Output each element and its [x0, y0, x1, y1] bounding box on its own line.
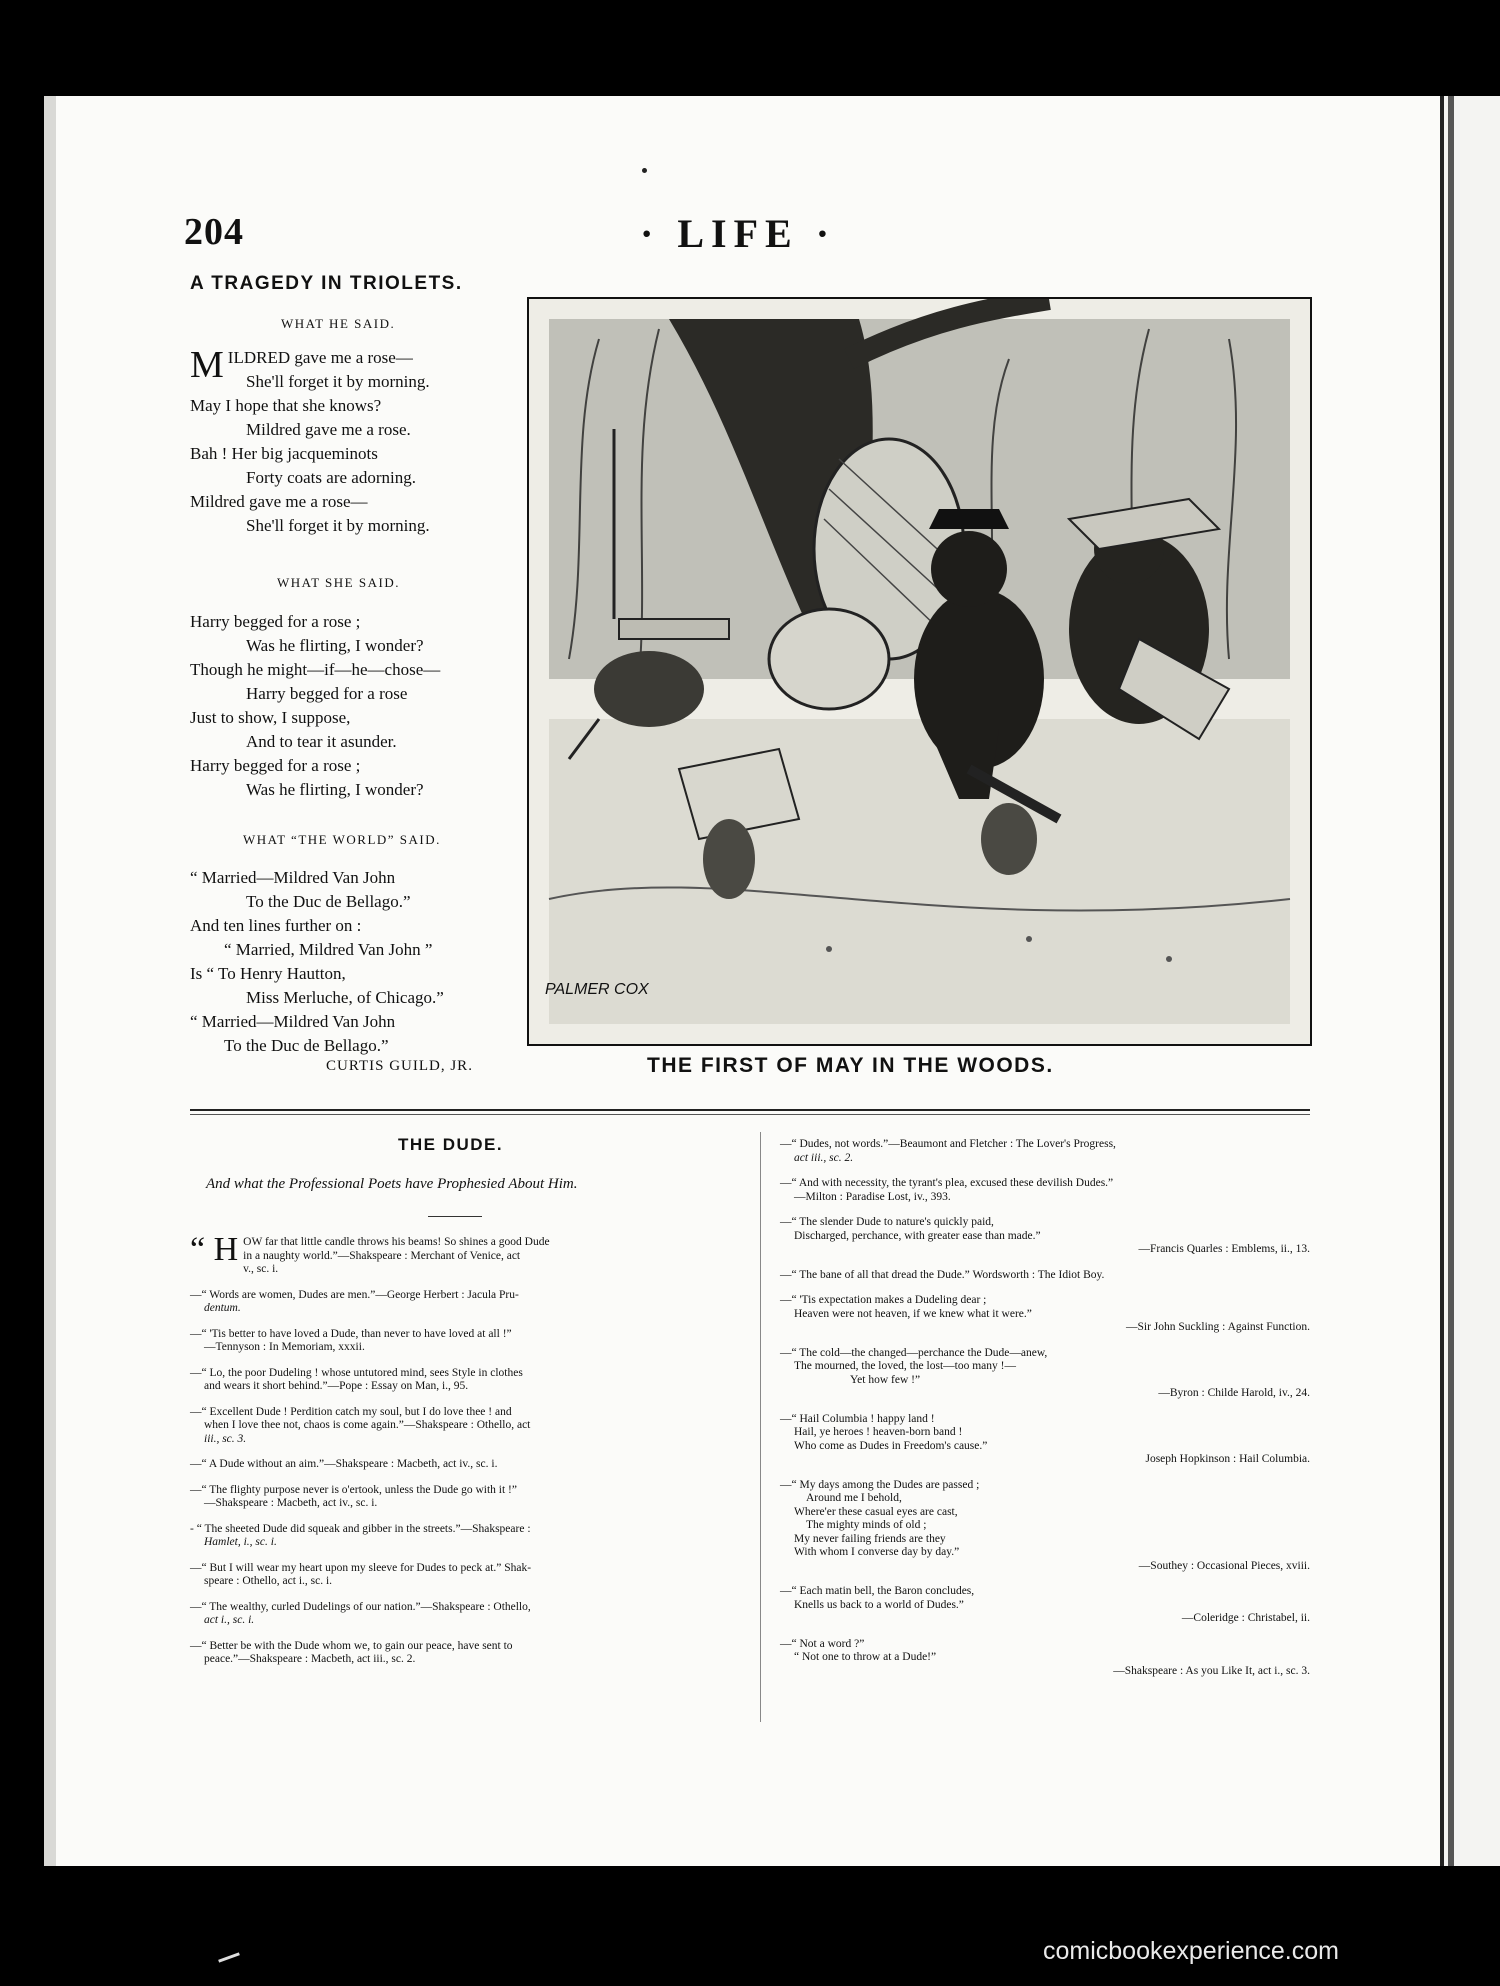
quote-line: My never failing friends are they [794, 1532, 946, 1545]
quote-line: —“ Dudes, not words.”—Beaumont and Fletcher : The Lover's Progress, [780, 1138, 1116, 1150]
author-signature: CURTIS GUILD, JR. [326, 1058, 473, 1074]
quote-line: —Coleridge : Christabel, ii. [1181, 1612, 1310, 1624]
poem-line: Harry begged for a rose ; [190, 756, 361, 775]
quote-line: Yet how few !” [850, 1373, 921, 1386]
quote-line: —“ And with necessity, the tyrant's plea, excused these devilish Dudes.” [780, 1177, 1114, 1189]
masthead-title: · LIFE · [640, 211, 837, 256]
quote-line: —“ The wealthy, curled Dudelings of our nation.”—Shakspeare : Othello, [190, 1600, 531, 1613]
quote [780, 1479, 1310, 1574]
poem-stanza-3 [190, 866, 444, 1058]
quote-line: —“ Better be with the Dude whom we, to gain our peace, have sent to [190, 1639, 513, 1652]
ornament-dot [642, 168, 647, 173]
quote [780, 1294, 1310, 1335]
quote-line: —Byron : Childe Harold, iv., 24. [1158, 1387, 1310, 1399]
poem-line: She'll forget it by morning. [246, 372, 430, 391]
quote-line: —“ Not a word ?” [780, 1637, 865, 1650]
quote-line: and wears it short behind.”—Pope : Essay on Man, i., 95. [204, 1380, 469, 1392]
quote [190, 1458, 736, 1472]
quote [190, 1601, 736, 1628]
quote-line: dentum. [204, 1302, 241, 1314]
quote-line: —“ Each matin bell, the Baron concludes, [780, 1585, 975, 1597]
poem-line: To the Duc de Bellago.” [246, 892, 411, 911]
quote-line: —Shakspeare : As you Like It, act i., sc. 3. [1113, 1664, 1310, 1677]
quote-line: Where'er these casual eyes are cast, [794, 1505, 958, 1518]
quote [190, 1640, 736, 1667]
quote-line: Knells us back to a world of Dudes.” [794, 1598, 964, 1611]
poem-line: ILDRED gave me a rose— [227, 348, 413, 367]
quote-line: act i., sc. i. [204, 1614, 255, 1626]
poem-line: To the Duc de Bellago.” [224, 1036, 389, 1055]
poem-line: “ Married, Mildred Van John ” [224, 940, 433, 959]
column-divider [760, 1132, 761, 1722]
quote-line: speare : Othello, act i., sc. i. [204, 1575, 333, 1587]
short-rule [428, 1216, 482, 1217]
quote [190, 1231, 736, 1277]
quote-line: in a naughty world.”—Shakspeare : Merchant of Venice, act [243, 1249, 521, 1262]
quote-line: —“ The slender Dude to nature's quickly paid, [780, 1216, 994, 1228]
quote-line: —Southey : Occasional Pieces, xviii. [1138, 1559, 1310, 1572]
quote-line: —Francis Quarles : Emblems, ii., 13. [1138, 1243, 1310, 1255]
quote-line: —Tennyson : In Memoriam, xxxii. [204, 1341, 365, 1353]
quote [780, 1413, 1310, 1467]
divider-rule [190, 1109, 1310, 1111]
quote [780, 1638, 1310, 1679]
quote-line: —Sir John Suckling : Against Function. [1125, 1321, 1310, 1333]
quote-line: —“ The bane of all that dread the Dude.” Wordsworth : The Idiot Boy. [780, 1268, 1105, 1281]
page-number: 204 [184, 211, 244, 253]
quote-line: Heaven were not heaven, if we knew what it were.” [794, 1307, 1032, 1320]
page-gutter [44, 96, 56, 1866]
quote-line: —“ Hail Columbia ! happy land ! [780, 1412, 935, 1425]
quote-line: Hamlet, i., sc. i. [204, 1536, 277, 1548]
quote [190, 1367, 736, 1394]
quote-line: —Shakspeare : Macbeth, act iv., sc. i. [204, 1497, 378, 1509]
quote [190, 1289, 736, 1316]
quote [780, 1585, 1310, 1626]
quote-line: v., sc. i. [243, 1263, 279, 1275]
poem-line: “ Married—Mildred Van John [190, 868, 396, 887]
section-heading-what-she-said: WHAT SHE SAID. [277, 575, 400, 590]
poem-line: She'll forget it by morning. [246, 516, 430, 535]
quote-line: act iii., sc. 2. [794, 1151, 854, 1164]
poem-line: Though he might—if—he—chose— [190, 660, 441, 679]
quote [190, 1328, 736, 1355]
facing-page-edge [1440, 96, 1500, 1866]
section-heading-what-the-world-said: WHAT “THE WORLD” SAID. [243, 832, 441, 847]
quote-line: - “ The sheeted Dude did squeak and gibber in the streets.”—Shakspeare : [190, 1522, 531, 1535]
quotes-left-column [190, 1231, 736, 1679]
woodland-bears-drawing [529, 299, 1310, 1044]
quote-line: —“ My days among the Dudes are passed ; [780, 1478, 980, 1491]
poem-title: A TRAGEDY IN TRIOLETS. [190, 273, 463, 294]
article-title: THE DUDE. [398, 1135, 504, 1154]
quote-line: iii., sc. 3. [204, 1432, 247, 1445]
quote [780, 1138, 1310, 1165]
drop-cap: “ H [190, 1231, 239, 1268]
poem-line: Mildred gave me a rose. [246, 420, 411, 439]
quote [780, 1269, 1310, 1283]
quote [780, 1347, 1310, 1401]
quote-line: —“ But I will wear my heart upon my sleeve for Dudes to peck at.” Shak- [190, 1561, 532, 1574]
poem-line: Forty coats are adorning. [246, 468, 416, 487]
quote-line: —“ Excellent Dude ! Perdition catch my soul, but I do love thee ! and [190, 1405, 512, 1418]
poem-stanza-1 [190, 346, 430, 538]
quote [780, 1177, 1310, 1204]
quote-line: Joseph Hopkinson : Hail Columbia. [1145, 1453, 1310, 1465]
quote-line: Hail, ye heroes ! heaven-born band ! [794, 1426, 963, 1438]
quote-line: The mourned, the loved, the lost—too many !— [794, 1360, 1016, 1372]
divider-rule-thin [190, 1114, 1310, 1115]
quote [190, 1562, 736, 1589]
quote [190, 1484, 736, 1511]
quote-line: —“ 'Tis expectation makes a Dudeling dear ; [780, 1294, 987, 1306]
quote-line: Around me I behold, [806, 1492, 902, 1504]
poem-line: Miss Merluche, of Chicago.” [246, 988, 444, 1007]
poem-line: Is “ To Henry Hautton, [190, 964, 346, 983]
quote-line: —“ The flighty purpose never is o'ertook, unless the Dude go with it !” [190, 1483, 517, 1496]
poem-line: Was he flirting, I wonder? [246, 636, 424, 655]
poem-line: Was he flirting, I wonder? [246, 780, 424, 799]
quote-line: Who come as Dudes in Freedom's cause.” [794, 1439, 988, 1452]
quote-line: —“ A Dude without an aim.”—Shakspeare : Macbeth, act iv., sc. i. [190, 1458, 498, 1470]
quote-line: Discharged, perchance, with greater ease than made.” [794, 1229, 1041, 1242]
quote-line: The mighty minds of old ; [806, 1519, 927, 1531]
quotes-right-column [780, 1138, 1310, 1690]
quote-line: “ Not one to throw at a Dude!” [794, 1651, 937, 1663]
poem-line: And to tear it asunder. [246, 732, 397, 751]
illustration-caption: THE FIRST OF MAY IN THE WOODS. [647, 1054, 1054, 1077]
quote [190, 1523, 736, 1550]
quote-line: —“ Lo, the poor Dudeling ! whose untutored mind, sees Style in clothes [190, 1366, 523, 1379]
poem-line: Harry begged for a rose [246, 684, 408, 703]
drop-cap: M [190, 344, 224, 386]
quote-line: —“ 'Tis better to have loved a Dude, than never to have loved at all !” [190, 1327, 512, 1340]
site-watermark: comicbookexperience.com [1043, 1937, 1339, 1965]
quote-line: when I love thee not, chaos is come again.”—Shakspeare : Othello, act [204, 1419, 531, 1431]
quote-line: peace.”—Shakspeare : Macbeth, act iii., sc. 2. [204, 1653, 416, 1665]
quote-line: With whom I converse day by day.” [794, 1546, 960, 1558]
quote [780, 1216, 1310, 1257]
scan-mark [218, 1952, 240, 1962]
quote [190, 1406, 736, 1447]
poem-line: Mildred gave me a rose— [190, 492, 368, 511]
poem-line: Bah ! Her big jacqueminots [190, 444, 378, 463]
poem-line: Harry begged for a rose ; [190, 612, 361, 631]
poem-line: May I hope that she knows? [190, 396, 382, 415]
quote-line: OW far that little candle throws his beams! So shines a good Dude [243, 1236, 550, 1248]
quote-line: —“ Words are women, Dudes are men.”—George Herbert : Jacula Pru- [190, 1288, 519, 1301]
artist-signature: PALMER COX [545, 981, 649, 998]
poem-stanza-2 [190, 610, 440, 802]
engraving-illustration [527, 297, 1312, 1046]
quote-line: —Milton : Paradise Lost, iv., 393. [794, 1190, 951, 1203]
quote-line: —“ The cold—the changed—perchance the Dude—anew, [780, 1346, 1048, 1359]
poem-line: “ Married—Mildred Van John [190, 1012, 396, 1031]
poem-line: Just to show, I suppose, [190, 708, 351, 727]
poem-line: And ten lines further on : [190, 916, 362, 935]
section-heading-what-he-said: WHAT HE SAID. [281, 316, 396, 331]
article-subtitle: And what the Professional Poets have Prophesied About Him. [206, 1176, 578, 1192]
